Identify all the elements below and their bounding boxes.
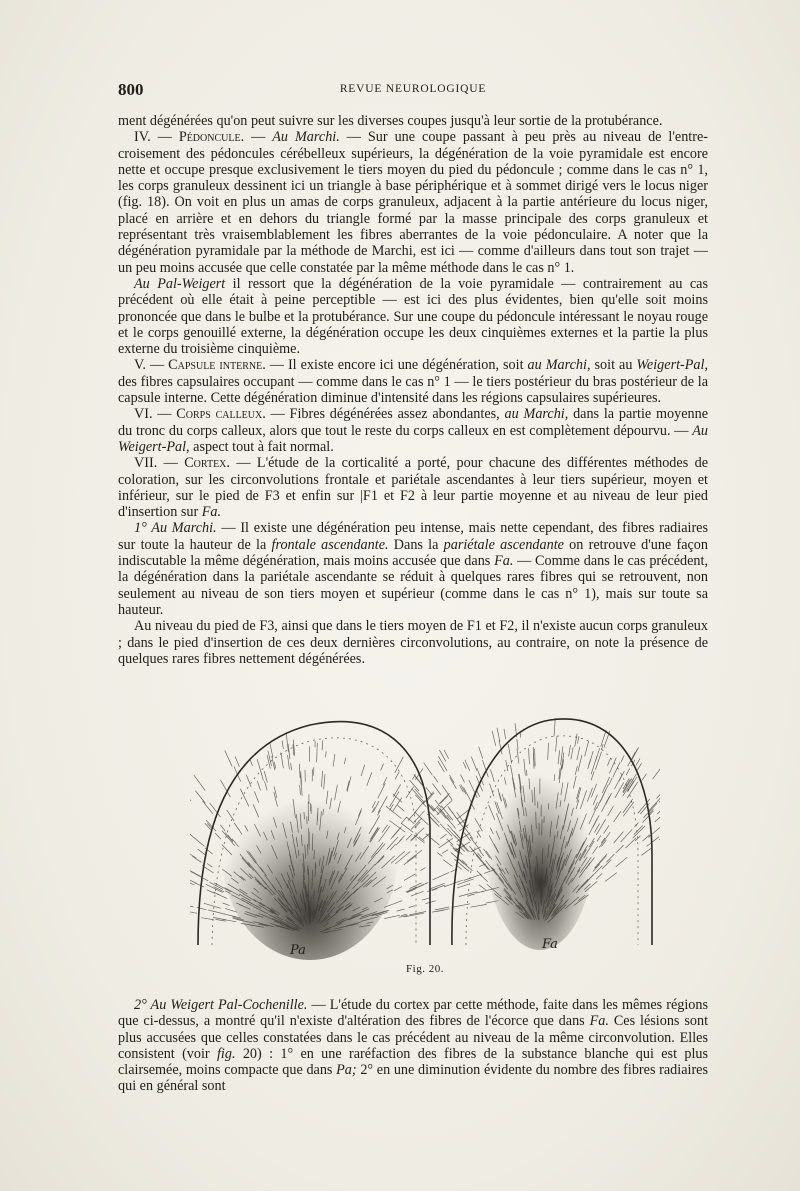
fibre-stroke (634, 823, 638, 828)
fibre-stroke (591, 784, 596, 798)
fibre-stroke (465, 828, 474, 840)
fibre-stroke (621, 755, 624, 761)
fibre-stroke (477, 791, 480, 797)
fibre-stroke (554, 718, 555, 737)
fibre-stroke (190, 834, 204, 846)
fibre-stroke (404, 874, 416, 881)
emphasis: pariétale ascendante (443, 536, 564, 553)
fibre-stroke (207, 890, 216, 894)
fibre-stroke (608, 806, 614, 816)
fibre-stroke (215, 833, 221, 839)
abbreviation: Fa. (589, 1013, 609, 1030)
fibre-stroke (192, 856, 201, 862)
fibre-stroke (442, 785, 452, 800)
fibre-stroke (504, 729, 506, 739)
fibre-stroke (395, 772, 399, 780)
fibre-stroke (401, 823, 413, 832)
fibre-stroke (401, 914, 407, 915)
fibre-stroke (424, 763, 433, 776)
fibre-stroke (423, 792, 434, 804)
abbreviation: Fa. (494, 553, 514, 570)
fibre-stroke (414, 801, 425, 814)
section-text: dans la partie moyenne du tronc du corps calleux, alors que tout le reste du corps calleux en est complètement dépourvu. — (118, 406, 708, 439)
fibre-stroke (465, 760, 470, 771)
paragraph-pal-weigert (118, 276, 708, 357)
fibre-stroke (207, 864, 212, 868)
fibre-stroke (605, 873, 617, 882)
fibre-stroke (198, 849, 206, 855)
section-text: — L'étude de la corticalité a porté, pour chacune des différentes méthodes de coloration, sur les circonvolutions frontale et pariétale ascendantes à leur tiers supérieur, moyen et inférieur, sur le pied de F3 et enfin sur |F1 et F2 à leur partie moyenne et au niveau de leur pied d'insertion sur (118, 455, 708, 521)
fibre-stroke (397, 805, 404, 811)
fibre-stroke (593, 864, 600, 871)
fibre-stroke (447, 815, 451, 820)
fibre-stroke (599, 832, 610, 847)
fibre-stroke (401, 817, 407, 824)
fibre-stroke (420, 868, 425, 871)
fibre-stroke (213, 917, 226, 920)
section-number: V. — (134, 357, 169, 374)
fibre-stroke (647, 837, 660, 847)
fibre-stroke (614, 811, 621, 822)
fibre-stroke (604, 825, 609, 833)
fibre-stroke (589, 751, 593, 765)
section-text: — Sur une coupe passant à peu près au niveau de l'entre-croisement des pédoncules cérébelleux supérieurs, la dégénération de la voie pyramidale est encore nette et occupe presque exclusivement le tiers moyen du pied du pédoncule ; comme dans le cas n° 1, les corps granuleux dessinent ici un triangle à base périphérique et à sommet dirigé vers le locus niger (fig. 18). On voit en plus un amas de corps granuleux, adjacent à la partie antérieure du locus niger, placé en arrière et en dehors du triangle formé par la masse principale des corps granuleux et représentant très vraisemblablement les fibres aberrantes de la voie pédonculaire. A noter que la dégénération pyramidale par la méthode de Marchi, est ici — comme d'ailleurs dans tout son trajet — un peu moins accusée que celle constatée par la même méthode dans le cas n° 1. (118, 129, 709, 276)
fibre-stroke (411, 835, 418, 842)
figure-caption: Fig. 20. (406, 963, 444, 975)
fibre-stroke (447, 800, 453, 805)
fibre-stroke (322, 740, 323, 750)
fibre-stroke (616, 857, 627, 867)
page-header (118, 80, 708, 100)
fibre-stroke (450, 778, 457, 789)
fibre-stroke (406, 786, 414, 798)
fibre-stroke (194, 775, 205, 791)
fibre-stroke (615, 782, 624, 797)
paragraph-text: on retrouve d'une façon indiscutable la même dégénération, mais moins accusée que dans (118, 536, 708, 570)
fibre-stroke (396, 909, 404, 911)
section-text: soit au (590, 357, 637, 374)
dash: — (244, 129, 273, 146)
fibre-stroke (596, 873, 602, 879)
fibre-stroke (286, 734, 288, 752)
fibre-stroke (195, 791, 205, 804)
method-name: au Marchi, (504, 406, 569, 423)
fibre-stroke (197, 907, 207, 909)
fibre-stroke (190, 875, 197, 883)
fibre-stroke (608, 758, 611, 766)
section-text: — Fibres dégénérées assez abondantes, (265, 406, 505, 423)
fibre-stroke (394, 887, 402, 891)
fibre-stroke (434, 805, 439, 810)
fibre-stroke (616, 845, 624, 853)
fibre-stroke (575, 734, 578, 747)
fibre-stroke (201, 918, 213, 920)
fibre-stroke (636, 758, 640, 765)
fibre-stroke (461, 774, 465, 782)
method-name: Weigert-Pal, (636, 357, 709, 374)
emphasis: frontale ascendante. (271, 536, 389, 553)
fibre-stroke (438, 761, 444, 772)
fibre-stroke (442, 850, 448, 854)
fibre-stroke (204, 903, 221, 908)
paragraph-text: il ressort que la dégénération de la voie pyramidale — contrairement au cas précédent où elle était à peine perceptible — est ici des plus évidentes, bien qu'elle soit moins prononcée que dans le bulbe et la protubérance. Sur une coupe du pédoncule intéressant le noyau rouge et le corps genouillé externe, la dégénération occupe les deux cinquièmes externes et la partie la plus externe du troisième cinquième. (118, 275, 708, 358)
fibre-stroke (644, 803, 657, 818)
fibre-stroke (491, 769, 495, 782)
main-text (118, 113, 708, 667)
fibre-stroke (190, 870, 201, 877)
section-capsule-interne (118, 357, 708, 406)
fibre-stroke (601, 744, 603, 750)
fibre-stroke (457, 884, 468, 888)
fibre-stroke (450, 775, 455, 783)
fibre-stroke (443, 860, 452, 867)
section-fa (386, 718, 660, 950)
fibre-stroke (410, 780, 419, 791)
fibre-stroke (595, 752, 601, 770)
section-number: VII. — (134, 455, 185, 472)
figure-label-pa: Pa (290, 943, 306, 958)
fibre-stroke (659, 833, 660, 840)
fibre-stroke (463, 762, 466, 769)
fibre-stroke (326, 751, 327, 757)
fibre-stroke (434, 776, 439, 783)
fibre-stroke (409, 906, 415, 908)
fibre-stroke (643, 835, 650, 841)
fibre-stroke (190, 910, 197, 913)
fibre-stroke (250, 759, 252, 766)
fibre-stroke (223, 903, 230, 906)
fibre-stroke (623, 799, 633, 813)
fibre-stroke (657, 794, 660, 799)
fibre-stroke (235, 757, 239, 767)
fibre-stroke (426, 834, 440, 846)
fibre-stroke (440, 834, 446, 839)
fibre-stroke (606, 793, 612, 804)
figure-illustration (190, 705, 660, 965)
fibre-stroke (470, 904, 486, 907)
paragraph-text: Dans la (388, 536, 444, 553)
fibre-stroke (609, 778, 612, 785)
fibre-stroke (578, 736, 579, 743)
fibre-stroke (609, 758, 616, 774)
fibre-stroke (597, 835, 601, 841)
fibre-stroke (626, 768, 630, 775)
fibre-stroke (642, 848, 652, 855)
fibre-stroke (433, 872, 450, 880)
section-number: VI. — (134, 406, 177, 423)
paragraph-weigert-pal-cochenille (118, 997, 708, 1095)
fibre-stroke (390, 791, 400, 807)
fibre-stroke (471, 757, 477, 771)
fibre-stroke (469, 780, 478, 798)
fibre-stroke (619, 771, 625, 782)
fibre-stroke (190, 795, 191, 801)
fibre-stroke (657, 804, 660, 814)
fibre-stroke (623, 779, 633, 796)
section-text: des fibres capsulaires occupant — comme dans le cas n° 1 — le tiers postérieur du bras postérieur de la capsule interne. Cette dégénération diminue d'intensité dans les régions capsulaires supérieures. (118, 373, 708, 407)
fibre-stroke (384, 915, 400, 918)
section-heading: Cortex. (184, 455, 230, 472)
section-number: IV. — (134, 129, 179, 146)
fibre-stroke (270, 744, 273, 758)
fibre-stroke (411, 828, 424, 841)
fibre-stroke (206, 884, 223, 892)
method-name: au Marchi, (527, 357, 591, 374)
fibre-stroke (220, 825, 225, 831)
emphasis: fig. (216, 1045, 236, 1062)
section-text: aspect tout à fait normal. (189, 438, 334, 455)
method-name: 2° Au Weigert Pal-Cochenille. (134, 997, 308, 1013)
paragraph-text: — Comme dans le cas précédent, la dégénération dans la pariétale ascendante se réduit à quelques rares fibres qui se retrouvent, non seulement au niveau de son tiers moyen et supérieur (comme dans le cas n° 1), mais sur toute sa hauteur. (118, 553, 709, 618)
fibre-stroke (435, 800, 441, 808)
fibre-stroke (404, 855, 417, 865)
section-heading: Corps calleux. (176, 406, 266, 423)
method-name: Au Marchi. (272, 129, 340, 146)
paragraph: Au niveau du pied de F3, ainsi que dans le tiers moyen de F1 et F2, il n'existe aucun corps granuleux ; dans le pied d'insertion de ces deux dernières circonvolutions, au contraire, on note la présence de quelques rares fibres nettement dégénérées. (118, 618, 708, 667)
fibre-stroke (208, 910, 225, 914)
fibre-stroke (399, 836, 404, 842)
fibre-stroke (527, 770, 528, 776)
fibre-stroke (411, 891, 424, 896)
section-text: — Il existe encore ici une dégénération, soit (265, 357, 528, 374)
fibre-stroke (636, 763, 641, 772)
abbreviation: Fa. (201, 504, 222, 521)
fibre-stroke (642, 774, 646, 781)
fibre-stroke (412, 789, 424, 803)
section-heading: Capsule interne. (168, 357, 266, 374)
paragraph-marchi (118, 520, 708, 618)
main-text-continued (118, 997, 708, 1095)
fibre-stroke (195, 883, 205, 887)
fibre-stroke (462, 845, 468, 852)
fibre-stroke (480, 851, 484, 857)
fibre-stroke (444, 750, 449, 759)
fibre-stroke (653, 766, 660, 779)
fibre-stroke (317, 813, 318, 821)
fibre-stroke (480, 875, 488, 882)
fibre-stroke (632, 774, 636, 781)
fibre-stroke (659, 792, 660, 803)
fibre-stroke (497, 728, 500, 742)
paragraph-text: 2° en une diminution évidente du nombre des fibres radiaires qui en général sont (118, 1062, 708, 1095)
paragraph-text: Ces lésions sont plus accusées que celles constatées dans le cas précédent au niveau de la même circonvolution. Elles consistent (voir (118, 1013, 709, 1062)
section-cortex (118, 455, 708, 520)
fibre-stroke (625, 838, 636, 848)
fibre-stroke (464, 787, 473, 804)
paragraph-text: — L'étude du cortex par cette méthode, faite dans les mêmes régions que ci-dessus, a montré qu'il n'existe d'altération des fibres de l'écorce que dans (118, 997, 708, 1030)
fibre-stroke (469, 846, 482, 861)
fibre-stroke (623, 802, 634, 816)
fibre-stroke (440, 796, 448, 804)
method-name: Au Weigert-Pal, (118, 422, 708, 455)
paragraph-text: — Il existe une dégénération peu intense, mais nette cependant, des fibres radiaires sur toute la hauteur de la (118, 520, 709, 553)
fibre-stroke (649, 798, 660, 811)
fibre-stroke (450, 845, 458, 853)
method-name: 1° Au Marchi. (134, 520, 217, 537)
page-number: 800 (118, 80, 144, 99)
fibre-stroke (475, 818, 483, 831)
section-corps-calleux (118, 406, 708, 455)
fibre-stroke (479, 747, 483, 759)
fibre-stroke (282, 741, 283, 749)
fibre-stroke (190, 905, 194, 907)
fibre-stroke (426, 787, 432, 795)
fibre-stroke (632, 749, 637, 759)
fibre-stroke (633, 826, 645, 838)
paragraph-text: 20) : 1° en une raréfaction des fibres de la substance blanche qui est plus clairsemée, moins compacte que dans (118, 1045, 708, 1079)
fibre-stroke (585, 741, 589, 756)
fibre-stroke (437, 853, 442, 857)
fibre-stroke (492, 731, 496, 746)
fibre-stroke (217, 894, 227, 899)
figure-label-fa: Fa (542, 937, 558, 952)
fibre-stroke (479, 885, 486, 890)
fibre-stroke (407, 817, 415, 824)
fibre-stroke (602, 860, 611, 869)
fibre-stroke (225, 750, 232, 766)
figure-20 (190, 705, 660, 977)
fibre-stroke (224, 914, 237, 917)
fibre-stroke (202, 801, 212, 814)
fibre-stroke (577, 747, 580, 761)
fibre-stroke (452, 904, 470, 908)
abbreviation: Pa; (336, 1062, 357, 1079)
fibre-stroke (422, 898, 430, 900)
fibre-stroke (621, 829, 633, 842)
fibre-stroke (614, 832, 624, 844)
fibre-stroke (648, 827, 660, 837)
fibre-stroke (381, 764, 384, 771)
fibre-stroke (191, 872, 208, 881)
fibre-stroke (535, 749, 536, 766)
section-heading: Pédoncule. (178, 129, 245, 146)
method-name: Au Pal-Weigert (134, 275, 226, 292)
running-title: REVUE NEUROLOGIQUE (339, 83, 487, 95)
fibre-stroke (613, 762, 620, 777)
section-pedoncule (118, 129, 708, 276)
fibre-stroke (469, 894, 475, 896)
fibre-stroke (393, 794, 402, 803)
paragraph: ment dégénérées qu'on peut suivre sur les diverses coupes jusqu'à leur sortie de la protubérance. (118, 113, 663, 129)
